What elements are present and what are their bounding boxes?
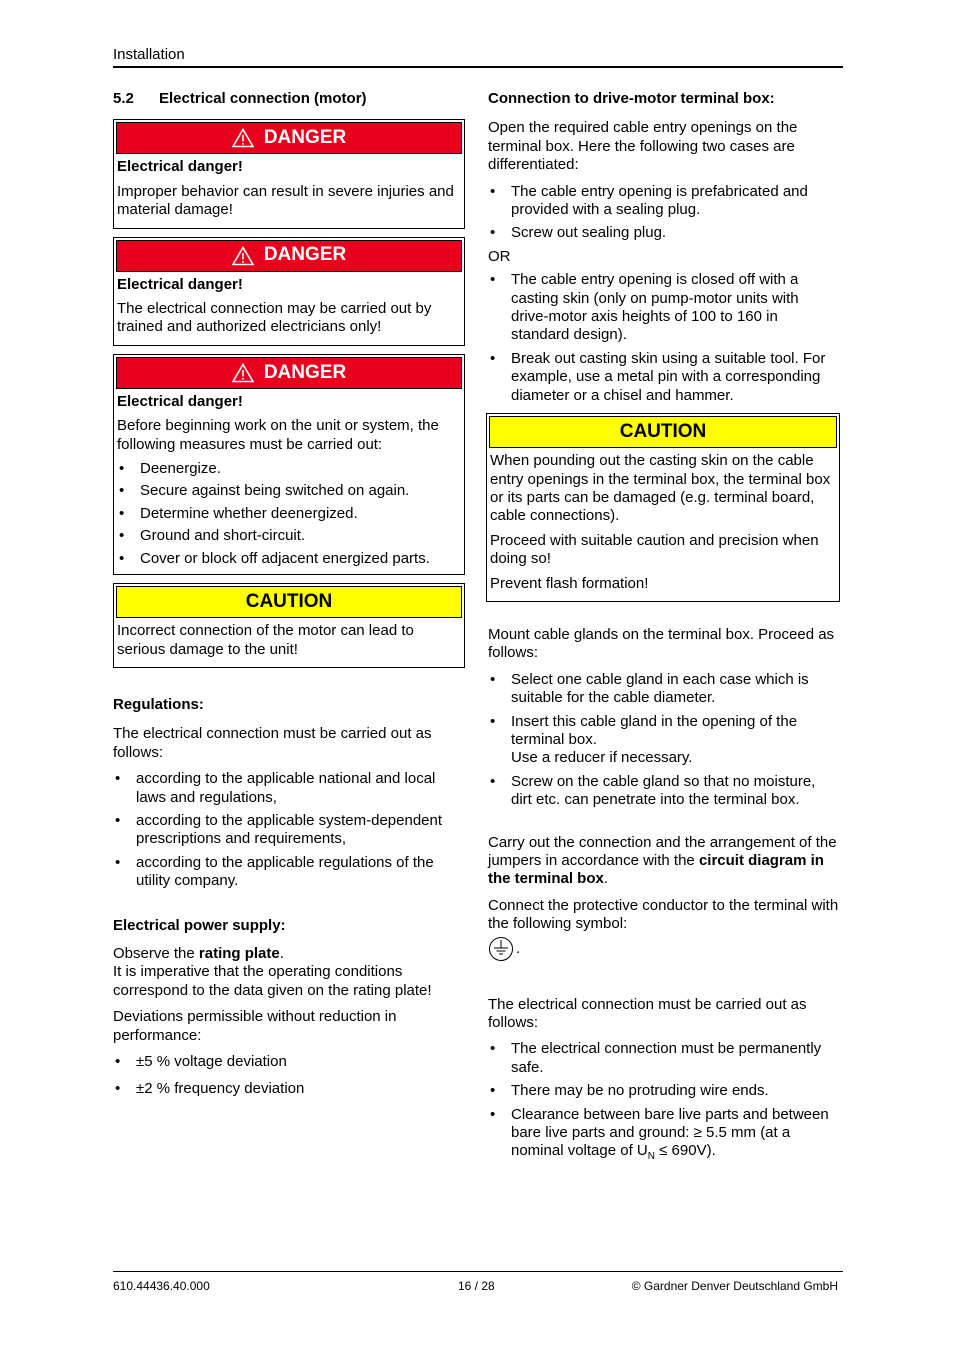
caution-label: CAUTION: [245, 590, 333, 612]
observe-post: .: [279, 944, 284, 962]
caution-label: CAUTION: [619, 420, 707, 442]
connection-intro: The electrical connection must be carried out as follows:: [488, 995, 807, 1032]
warning-triangle-icon: [232, 128, 254, 148]
danger-header: [116, 357, 462, 389]
danger-box-2: [113, 237, 465, 346]
deviations-text: Deviations permissible without reduction in performance:: [113, 1008, 397, 1044]
carry-pre: Carry out the connection and the arrangement of the jumpers in accordance with the: [488, 833, 837, 869]
list-item: • Screw out sealing plug.: [488, 224, 840, 242]
carry-post: .: [603, 870, 609, 888]
list-item: • Ground and short-circuit.: [117, 527, 462, 545]
terminal-list-b: [488, 271, 840, 405]
terminal-heading: Connection to drive-motor terminal box:: [488, 90, 775, 107]
danger-title: Electrical danger!: [117, 392, 243, 410]
caution-text: Prevent flash formation!: [490, 574, 649, 592]
symbol-dot: .: [516, 939, 521, 957]
glands-list: [488, 671, 840, 810]
list-item: • Screw on the cable gland so that no moisture, dirt etc. can penetrate into the terminal box.: [488, 773, 840, 810]
caution-box-1: [113, 583, 465, 668]
caution-header: [116, 586, 462, 618]
deviations-list: [113, 1053, 465, 1099]
danger-text: The electrical connection may be carried out by trained and authorized electricians only!: [117, 300, 432, 336]
list-item: [488, 713, 840, 768]
page-number: 16 / 28: [458, 1279, 495, 1293]
right-column: [488, 90, 840, 1169]
danger-box-3: [113, 354, 465, 575]
observe-line: [113, 945, 465, 963]
carry-bold: circuit diagram in the terminal box: [488, 852, 824, 888]
caution-text: Incorrect connection of the motor can lead to serious damage to the unit!: [117, 622, 414, 658]
section-number: 5.2: [113, 90, 134, 107]
list-item: • The cable entry opening is closed off with a casting skin (only on pump-motor units with drive-motor axis heights of 100 to 160 in standard design).: [488, 271, 840, 345]
list-item: [488, 1106, 840, 1161]
carry-out-text: [488, 834, 840, 889]
list-item: • Determine whether deenergized.: [117, 505, 462, 523]
protective-text: Connect the protective conductor to the terminal with the following symbol:: [488, 896, 839, 933]
list-item: • Break out casting skin using a suitable tool. For example, use a metal pin with a corresponding diameter or a chisel and hammer.: [488, 350, 840, 405]
header-title: Installation: [113, 46, 185, 63]
list-item: • Cover or block off adjacent energized parts.: [117, 550, 462, 568]
protective-earth-icon: [488, 936, 516, 962]
list-item: • according to the applicable system-dependent prescriptions and requirements,: [113, 812, 465, 849]
section-heading: [113, 90, 465, 108]
measures-list: [117, 460, 462, 568]
clearance-text: Clearance between bare live parts and between bare live parts and ground: ≥ 5.5 mm (at a nominal voltage of U: [511, 1105, 829, 1160]
list-item: • ±5 % voltage deviation: [113, 1053, 465, 1071]
imperative-text: It is imperative that the operating conditions correspond to the data given on the rating plate!: [113, 963, 432, 999]
list-item: • Select one cable gland in each case which is suitable for the cable diameter.: [488, 671, 840, 708]
observe-pre: Observe the: [113, 944, 199, 962]
regulations-intro: The electrical connection must be carried out as follows:: [113, 725, 432, 761]
section-title: Electrical connection (motor): [159, 90, 367, 107]
list-item: • Deenergize.: [117, 460, 462, 478]
caution-text: Proceed with suitable caution and precision when doing so!: [490, 531, 819, 568]
caution-text: When pounding out the casting skin on the cable entry openings in the terminal box, the terminal box or its parts can be damaged (e.g. terminal board, cable connections).: [490, 452, 831, 525]
warning-triangle-icon: [232, 363, 254, 383]
protective-symbol-line: [488, 936, 840, 964]
or-text: OR: [488, 247, 511, 265]
regulations-heading: Regulations:: [113, 695, 204, 713]
regulations-list: [113, 770, 465, 890]
page-footer: [113, 1271, 843, 1293]
clearance-subscript: N: [647, 1151, 655, 1163]
danger-title: Electrical danger!: [117, 158, 243, 176]
terminal-intro: Open the required cable entry openings on the terminal box. Here the following two cases are differentiated:: [488, 119, 798, 174]
glands-intro: Mount cable glands on the terminal box. Proceed as follows:: [488, 625, 835, 662]
danger-label: DANGER: [263, 244, 347, 266]
gland-step-note: Use a reducer if necessary.: [511, 749, 693, 767]
page-header: [113, 46, 843, 68]
danger-label: DANGER: [263, 127, 347, 149]
observe-bold: rating plate: [198, 944, 280, 962]
list-item: • There may be no protruding wire ends.: [488, 1082, 840, 1100]
list-item: • Secure against being switched on again.: [117, 482, 462, 500]
connection-list: [488, 1040, 840, 1163]
doc-number: 610.44436.40.000: [113, 1279, 210, 1293]
clearance-text-end: ≤ 690V).: [654, 1142, 716, 1160]
warning-triangle-icon: [232, 246, 254, 266]
caution-header: [489, 416, 837, 448]
danger-header: [116, 240, 462, 272]
danger-text: Improper behavior can result in severe injuries and material damage!: [117, 182, 454, 219]
caution-box-2: [486, 413, 840, 602]
list-item: • ±2 % frequency deviation: [113, 1080, 465, 1098]
copyright: © Gardner Denver Deutschland GmbH: [631, 1279, 838, 1293]
list-item: • according to the applicable regulations of the utility company.: [113, 854, 465, 891]
danger-text: Before beginning work on the unit or system, the following measures must be carried out:: [117, 417, 439, 453]
terminal-list-a: [488, 183, 840, 243]
danger-label: DANGER: [263, 361, 347, 383]
list-item: • The electrical connection must be permanently safe.: [488, 1040, 840, 1077]
left-column: [113, 90, 465, 1107]
danger-title: Electrical danger!: [117, 275, 243, 293]
list-item: • The cable entry opening is prefabricated and provided with a sealing plug.: [488, 183, 840, 220]
gland-step-text: Insert this cable gland in the opening of the terminal box.: [511, 712, 798, 748]
list-item: • according to the applicable national and local laws and regulations,: [113, 770, 465, 807]
danger-box-1: [113, 119, 465, 228]
power-heading: Electrical power supply:: [113, 916, 286, 934]
danger-header: [116, 122, 462, 154]
